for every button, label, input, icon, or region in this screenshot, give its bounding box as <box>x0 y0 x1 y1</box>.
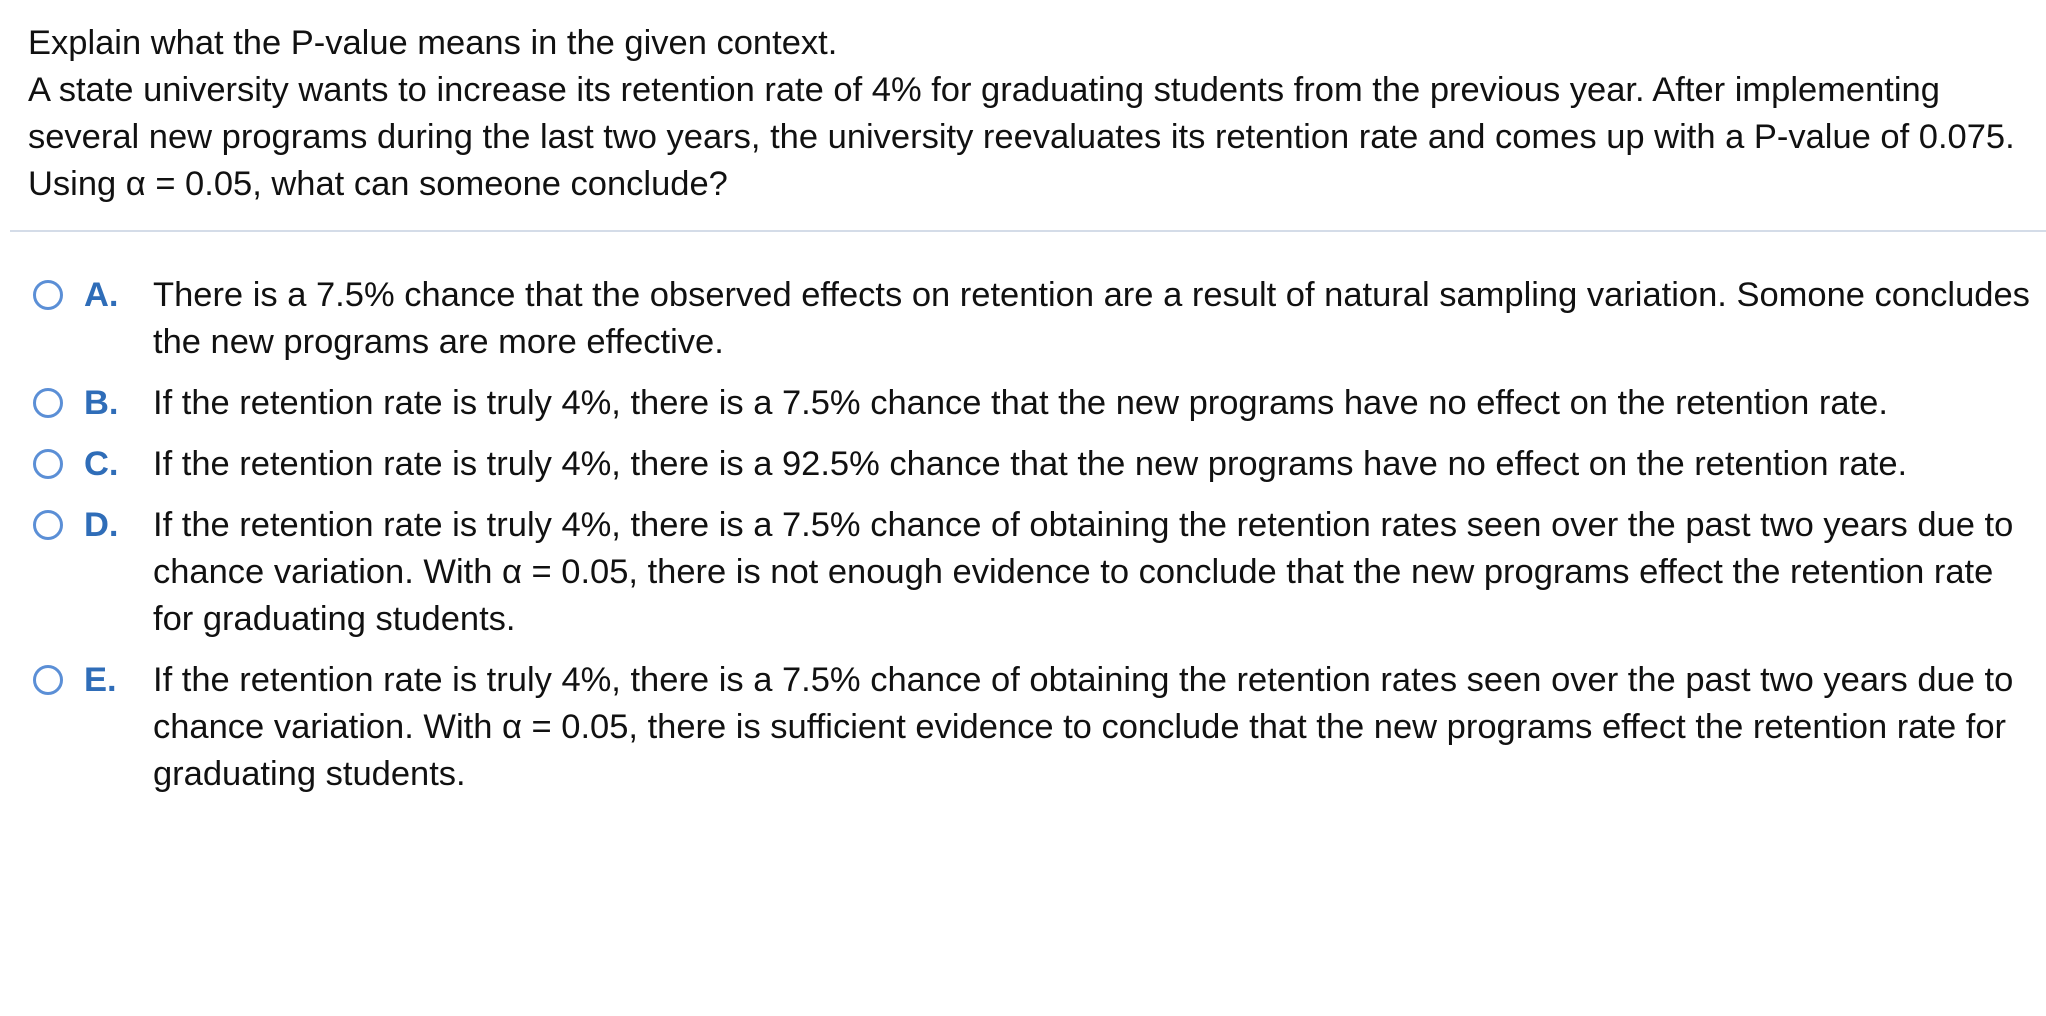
option-c[interactable] <box>0 441 2046 488</box>
option-letter-a: A. <box>84 276 119 314</box>
answer-options <box>0 272 2046 812</box>
radio-button-e[interactable] <box>33 665 63 695</box>
option-letter-d: D. <box>84 506 119 544</box>
option-text-e: If the retention rate is truly 4%, there is a 7.5% chance of obtaining the retention rates seen over the past two years due to chance variation. With α = 0.05, there is sufficient evidence to conclude that the new programs effect the retention rate for graduating students. <box>153 661 2014 793</box>
radio-button-c[interactable] <box>33 449 63 479</box>
radio-button-a[interactable] <box>33 280 63 310</box>
radio-button-b[interactable] <box>33 388 63 418</box>
question-stem: A state university wants to increase its retention rate of 4% for graduating students from the previous year. After implementing several new programs during the last two years, the university reevaluates its retention rate and comes up with a P-value of 0.075. Using α = 0.05, what can someone conclude? <box>28 71 2015 203</box>
question-prompt: Explain what the P-value means in the given context. <box>28 24 838 62</box>
option-letter-e: E. <box>84 661 117 699</box>
option-letter-b: B. <box>84 384 119 422</box>
option-text-a: There is a 7.5% chance that the observed effects on retention are a result of natural sampling variation. Somone concludes the new programs are more effective. <box>153 276 2030 361</box>
question-block <box>28 20 2038 208</box>
option-text-c: If the retention rate is truly 4%, there is a 92.5% chance that the new programs have no effect on the retention rate. <box>153 445 1908 483</box>
option-letter-c: C. <box>84 445 119 483</box>
divider <box>10 230 2046 232</box>
radio-button-d[interactable] <box>33 510 63 540</box>
option-a[interactable] <box>0 272 2046 366</box>
option-b[interactable] <box>0 380 2046 427</box>
option-text-d: If the retention rate is truly 4%, there is a 7.5% chance of obtaining the retention rates seen over the past two years due to chance variation. With α = 0.05, there is not enough evidence to conclude that the new programs effect the retention rate for graduating students. <box>153 506 2014 638</box>
option-d[interactable] <box>0 502 2046 643</box>
option-text-b: If the retention rate is truly 4%, there is a 7.5% chance that the new programs have no effect on the retention rate. <box>153 384 1888 422</box>
option-e[interactable] <box>0 657 2046 798</box>
